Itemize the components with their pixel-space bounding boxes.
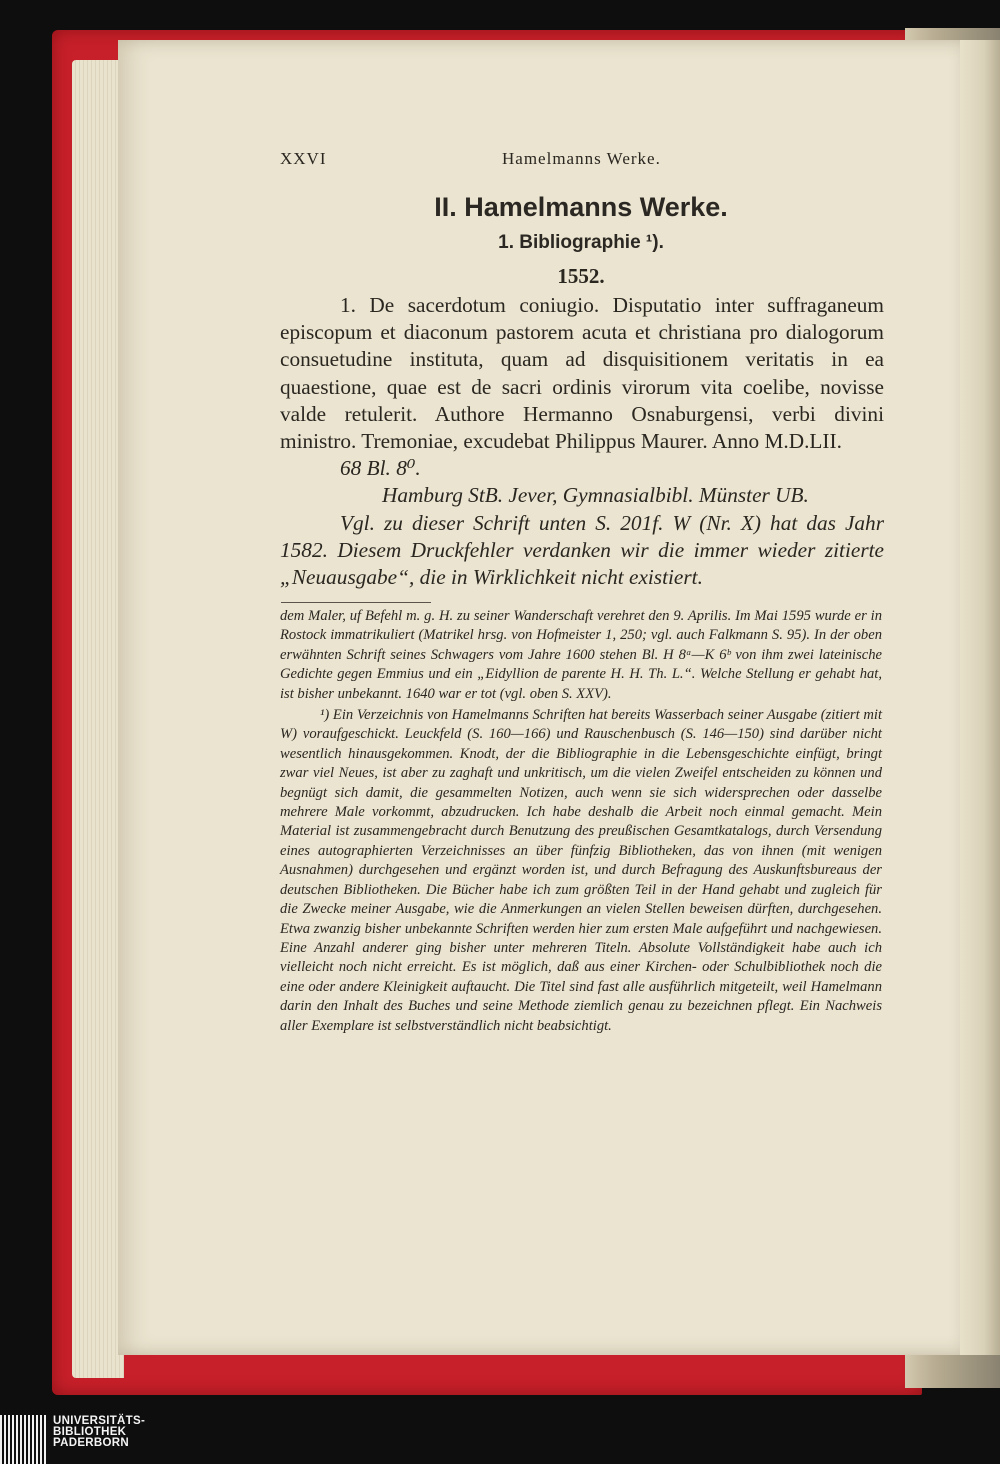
footnote-rule <box>281 602 431 603</box>
page-stack-edge <box>72 60 124 1378</box>
entry-title-text: 1. De sacerdotum coniugio. Disputatio inter suffraganeum episcopum et diaconum pastorem acuta et christiana pro dialogorum consuetudine instituta, quam ad disquisitionem veritatis in ea quaestione, quae est de sacri ordinis virorum vita coelibe, novisse valde retulerit. Authore Hermanno Osnaburgensi, verbi divini ministro. Tremoniae, excudebat Philippus Maurer. Anno M.D.LII. <box>280 293 884 454</box>
page-gutter <box>960 40 1000 1355</box>
footnote-1: ¹) Ein Verzeichnis von Hamelmanns Schriften hat bereits Wasserbach seiner Ausgabe (zitiert mit W) voraufgeschickt. Leuckfeld (S. 160—166) und Rauschenbusch (S. 146—150) sind darüber nicht wesentlich hinausgekommen. Knodt, der die Bibliographie in die Lebensgeschichte einfügt, bringt zwar viel Neues, ist aber zu zaghaft und unkritisch, um die vielen Zweifel entscheiden zu können und begnügt sich damit, die gesammelten Notizen, auch wenn sie sich widersprechen oder dasselbe mehrere Male vorkommt, abzudrucken. Ich habe deshalb die Arbeit noch einmal gemacht. Mein Material ist zusammengebracht durch Benutzung des preußischen Gesamtkatalogs, durch Versendung eines autographierten Verzeichnisses an über fünfzig Bibliotheken, das von ihnen (mit wenigen Ausnahmen) durchgesehen und ergänzt worden ist, und durch Befragung des Auskunftsbureaus der deutschen Bibliotheken. Die Bücher habe ich zum größten Teil in der Hand gehabt und zugleich für die Zwecke meiner Ausgabe, wie die Anmerkungen an vielen Stellen beweisen dürften, durchgesehen. Etwa zwanzig bisher unbekannte Schriften werden hier zum ersten Male aufgeführt und nachgewiesen. Eine Anzahl anderer ging bisher unter mehreren Titeln. Absolute Vollständigkeit habe auch ich vielleicht noch nicht erreicht. Es ist möglich, daß aus einer Kirchen- oder Schulbibliothek noch die eine oder andere Kleinigkeit auftaucht. Die Titel sind fast alle ausführlich mitgeteilt, weil Hamelmann darin den Inhalt des Buches und seine Methode ziemlich genau zu bezeichnen pflegt. Ein Nachweis aller Exemplare ist selbstverständlich nicht beabsichtigt. <box>280 707 882 1034</box>
subsection-title: 1. Bibliographie ¹). <box>498 232 664 253</box>
year-heading: 1552. <box>557 264 605 288</box>
entry-holdings: Hamburg StB. Jever, Gymnasialbibl. Münster UB. <box>382 483 809 508</box>
logo-line-3: PADERBORN <box>53 1437 129 1449</box>
entry-note: Vgl. zu dieser Schrift unten S. 201f. W (Nr. X) hat das Jahr 1582. Diesem Druckfehler verdanken wir die immer wieder zitierte „Neuausgabe“, die in Wirklichkeit nicht existiert. <box>280 510 884 590</box>
logo-line-1: UNIVERSITÄTS- <box>53 1415 146 1427</box>
footnotes-block <box>280 607 882 1036</box>
logo-line-2: BIBLIOTHEK <box>53 1426 127 1438</box>
library-logo-mark <box>0 1415 48 1464</box>
library-logo-text <box>53 1416 145 1449</box>
footnote-continued: dem Maler, uf Befehl m. g. H. zu seiner Wanderschaft verehret den 9. Aprilis. Im Mai 1595 wurde er in Rostock immatrikuliert (Matrikel hrsg. von Hofmeister 1, 250; vgl. auch Falkmann S. 95). In der oben erwähnten Schrift seines Schwagers vom Jahre 1600 stehen Bl. H 8ᵃ—K 6ᵇ von ihm zwei lateinische Gedichte gegen Emmius und ein „Eidyllion de parente H. H. Th. L.“. Welche Stellung er gehabt hat, ist bisher unbekannt. 1640 war er tot (vgl. oben S. XXV). <box>280 608 882 702</box>
running-title: Hamelmanns Werke. <box>502 149 661 168</box>
entry-block <box>280 292 884 591</box>
page-number: XXVI <box>280 149 327 168</box>
entry-format: 68 Bl. 8⁰. <box>340 456 421 481</box>
section-title: II. Hamelmanns Werke. <box>434 192 728 222</box>
